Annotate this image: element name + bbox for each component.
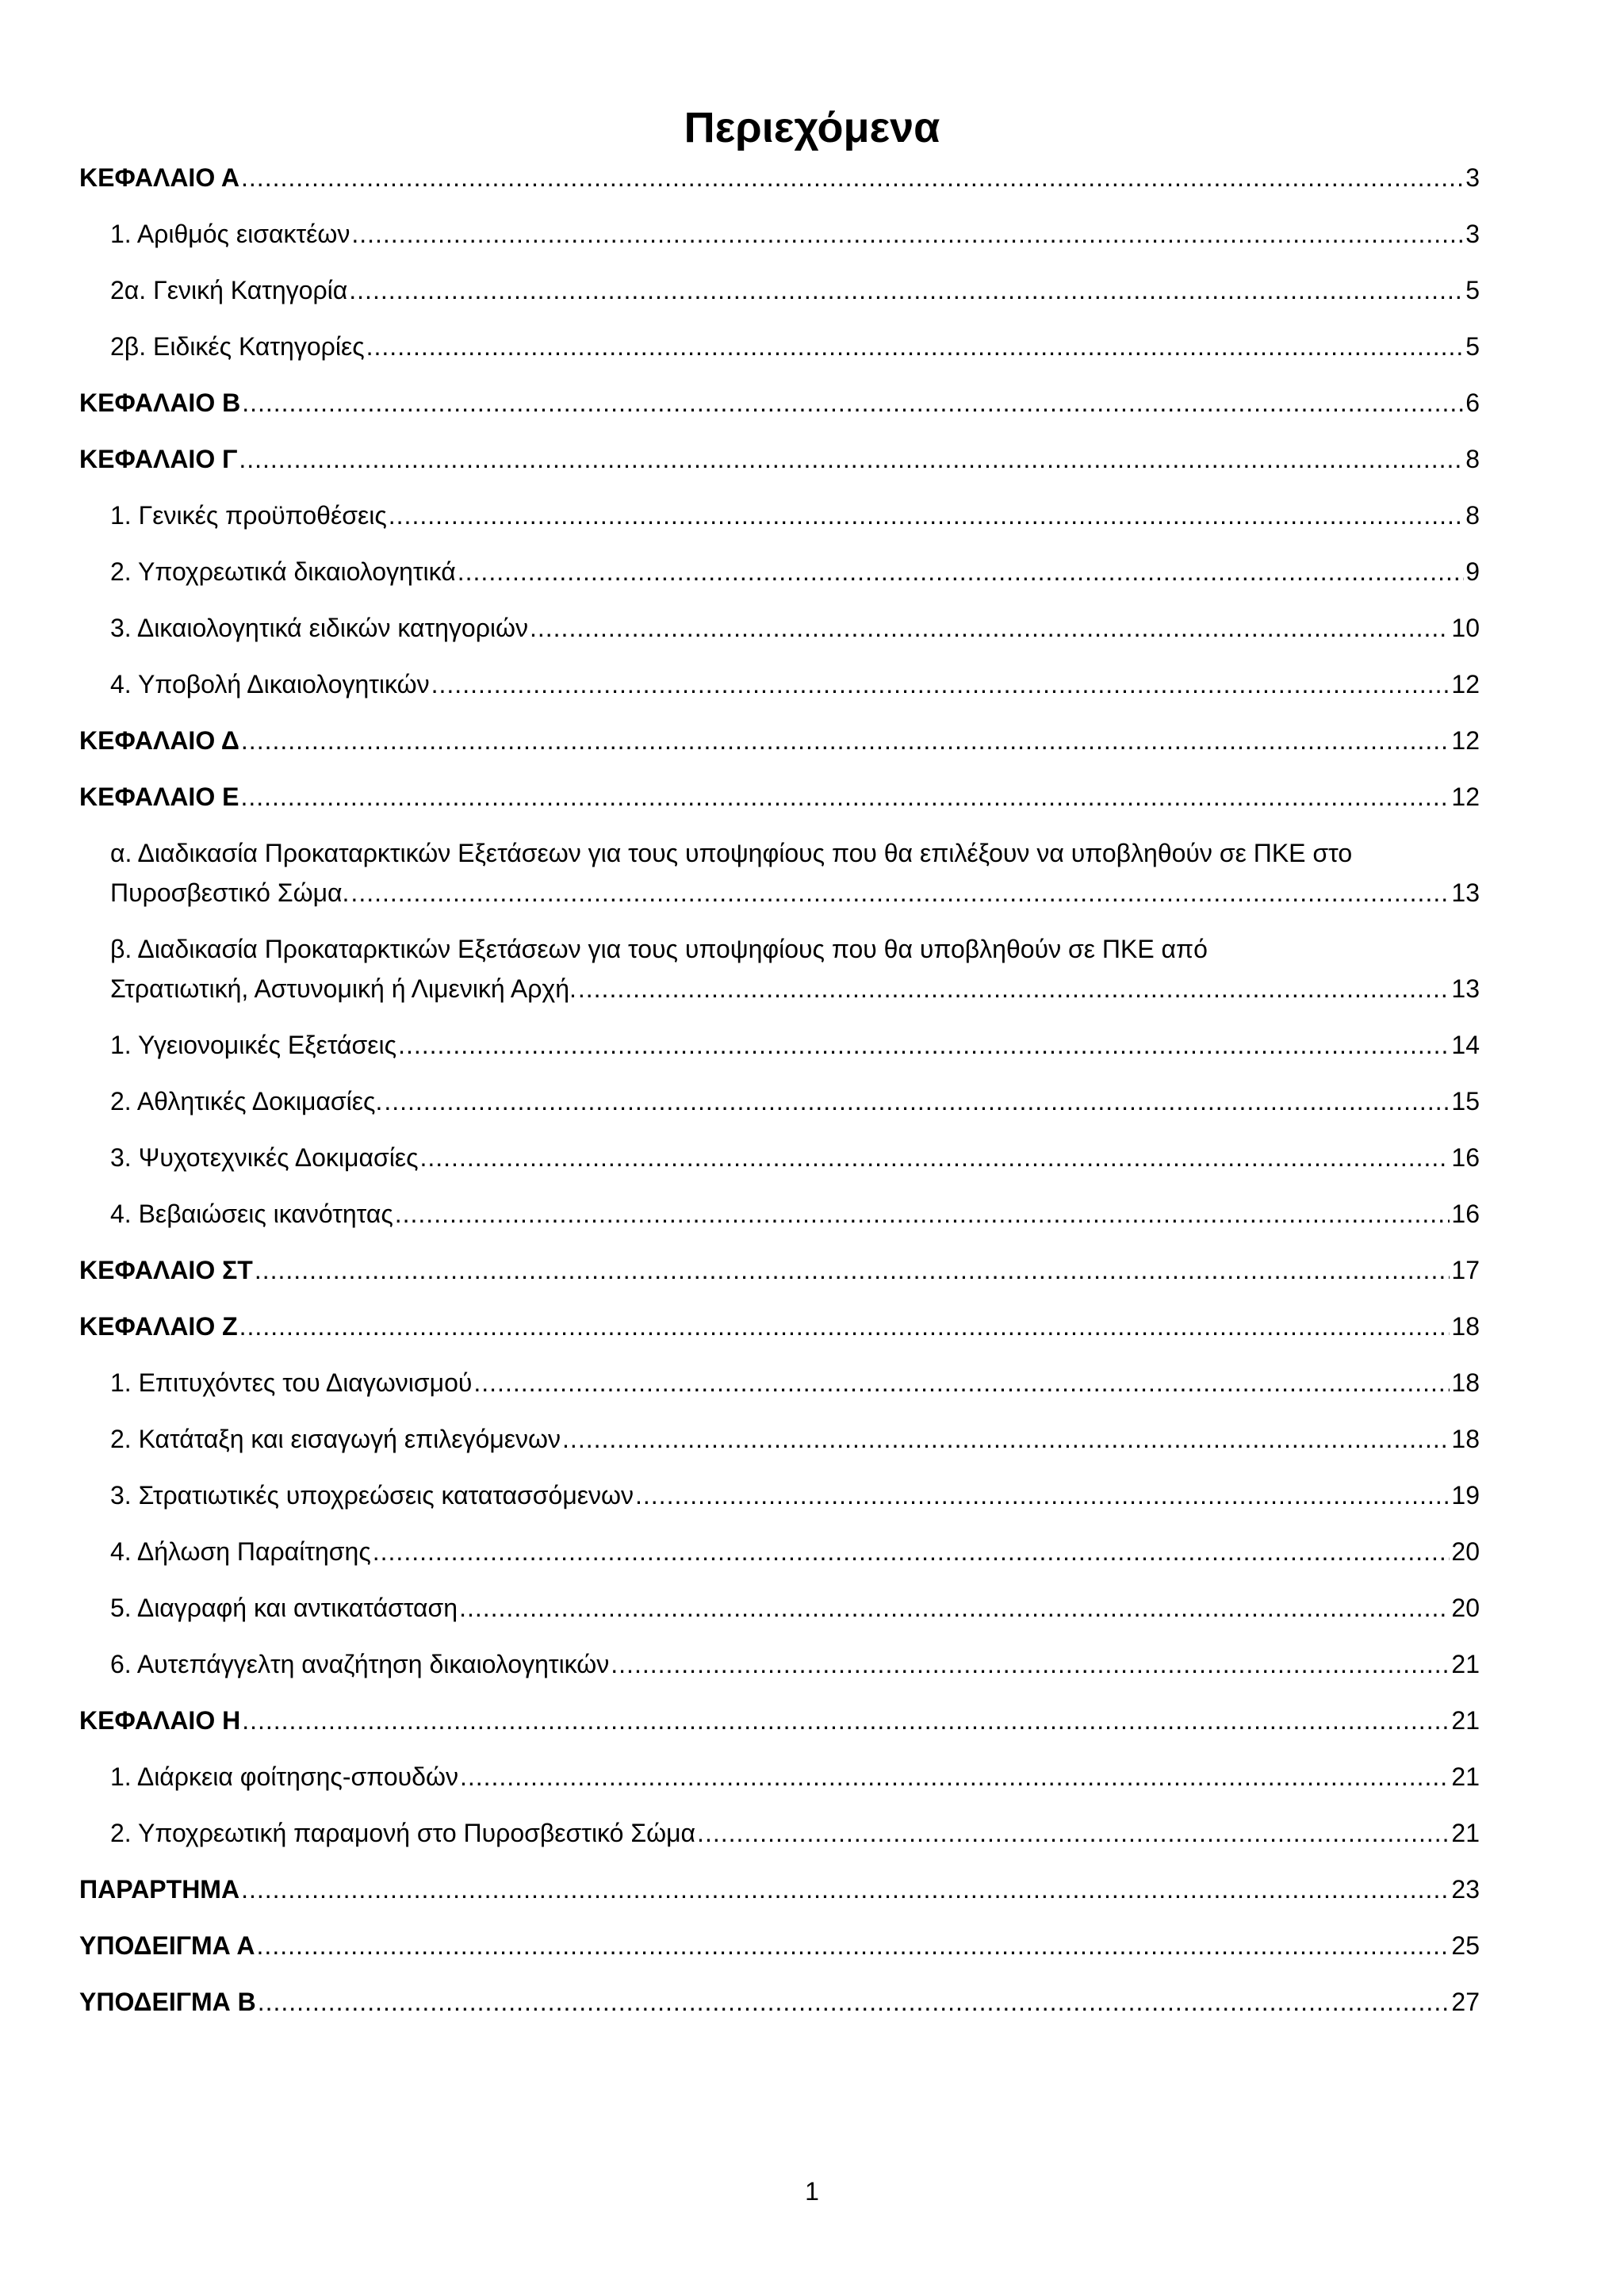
toc-dot-leader bbox=[239, 439, 1464, 479]
toc-chapter-link[interactable] bbox=[79, 1926, 1480, 1965]
toc-page-number: 8 bbox=[1465, 501, 1480, 530]
toc-entry-text: Στρατιωτική, Αστυνομική ή Λιμενική Αρχή. bbox=[110, 974, 576, 1003]
toc-entry-text: ΚΕΦΑΛΑΙΟ Β bbox=[79, 388, 241, 417]
toc-dot-leader bbox=[384, 1081, 1450, 1121]
toc-entry-text: 6. Αυτεπάγγελτη αναζήτηση δικαιολογητικών bbox=[110, 1650, 610, 1678]
toc-section-link[interactable] bbox=[110, 1475, 1480, 1515]
toc-entry-text: ΥΠΟΔΕΙΓΜΑ Β bbox=[79, 1988, 256, 2016]
toc-page-number: 17 bbox=[1451, 1256, 1480, 1284]
toc-dot-leader bbox=[611, 1644, 1450, 1684]
toc-dot-leader bbox=[241, 1869, 1450, 1909]
toc-entry-text: 2. Υποχρεωτικά δικαιολογητικά bbox=[110, 557, 456, 586]
toc-entry-text: 2. Αθλητικές Δοκιμασίες. bbox=[110, 1087, 383, 1115]
toc-entry-text: β. Διαδικασία Προκαταρκτικών Εξετάσεων για τους υποψηφίους που θα υποβληθούν σε ΠΚΕ από bbox=[110, 935, 1208, 963]
toc-chapter-link[interactable] bbox=[79, 1701, 1480, 1740]
toc-dot-leader bbox=[257, 1926, 1450, 1965]
toc-entry-text: 1. Επιτυχόντες του Διαγωνισμού bbox=[110, 1368, 473, 1397]
toc-dot-leader bbox=[697, 1813, 1450, 1853]
toc-section-link[interactable] bbox=[110, 1025, 1480, 1065]
toc-section-link[interactable] bbox=[110, 1138, 1480, 1177]
toc-chapter-link[interactable] bbox=[79, 1982, 1480, 2022]
toc-section-link[interactable] bbox=[110, 608, 1480, 648]
toc-page-number: 23 bbox=[1451, 1875, 1480, 1904]
toc-page-number: 18 bbox=[1451, 1425, 1480, 1453]
toc-page-number: 12 bbox=[1451, 783, 1480, 811]
table-of-contents bbox=[79, 158, 1480, 2038]
toc-page-number: 20 bbox=[1451, 1594, 1480, 1622]
toc-entry-text: α. Διαδικασία Προκαταρκτικών Εξετάσεων για τους υποψηφίους που θα επιλέξουν να υποβληθούν σε ΠΚΕ στο bbox=[110, 839, 1353, 867]
toc-entry-text: 1. Αριθμός εισακτέων bbox=[110, 220, 350, 248]
toc-section-link[interactable] bbox=[110, 1194, 1480, 1234]
toc-page-number: 18 bbox=[1451, 1312, 1480, 1341]
toc-entry-text: 5. Διαγραφή και αντικατάσταση bbox=[110, 1594, 458, 1622]
toc-dot-leader bbox=[241, 158, 1464, 197]
toc-section-link[interactable] bbox=[110, 270, 1480, 310]
toc-page-number: 19 bbox=[1451, 1481, 1480, 1510]
toc-dot-leader bbox=[530, 608, 1450, 648]
toc-entry-text: ΚΕΦΑΛΑΙΟ Ε bbox=[79, 783, 239, 811]
toc-dot-leader bbox=[458, 552, 1464, 591]
toc-dot-leader bbox=[431, 664, 1450, 704]
toc-entry-text: ΠΑΡΑΡΤΗΜΑ bbox=[79, 1875, 240, 1904]
toc-entry-text: 2β. Ειδικές Κατηγορίες bbox=[110, 332, 365, 361]
toc-entry-text: ΚΕΦΑΛΑΙΟ Δ bbox=[79, 726, 239, 755]
toc-dot-leader bbox=[241, 721, 1450, 760]
toc-section-link[interactable] bbox=[110, 1419, 1480, 1459]
toc-entry-text: 3. Δικαιολογητικά ειδικών κατηγοριών bbox=[110, 614, 528, 642]
toc-entry-text: 4. Υποβολή Δικαιολογητικών bbox=[110, 670, 430, 698]
toc-dot-leader bbox=[459, 1588, 1450, 1628]
toc-section-link[interactable] bbox=[110, 833, 1480, 913]
toc-dot-leader bbox=[473, 1363, 1450, 1402]
toc-page-number: 12 bbox=[1451, 670, 1480, 698]
toc-page-number: 21 bbox=[1451, 1650, 1480, 1678]
toc-entry-text: ΚΕΦΑΛΑΙΟ Η bbox=[79, 1706, 241, 1735]
toc-entry-text: 2α. Γενική Κατηγορία bbox=[110, 276, 348, 304]
toc-page-number: 25 bbox=[1451, 1931, 1480, 1960]
toc-chapter-link[interactable] bbox=[79, 158, 1480, 197]
toc-dot-leader bbox=[460, 1757, 1450, 1797]
toc-entry-text: 2. Κατάταξη και εισαγωγή επιλεγόμενων bbox=[110, 1425, 561, 1453]
toc-entry-text: ΚΕΦΑΛΑΙΟ Α bbox=[79, 163, 240, 192]
toc-page-number: 16 bbox=[1451, 1200, 1480, 1228]
toc-entry-text: 1. Υγειονομικές Εξετάσεις bbox=[110, 1031, 397, 1059]
toc-page-number: 21 bbox=[1451, 1762, 1480, 1791]
toc-entry-text: 3. Ψυχοτεχνικές Δοκιμασίες bbox=[110, 1143, 419, 1172]
toc-page-number: 3 bbox=[1465, 220, 1480, 248]
toc-page-number: 27 bbox=[1451, 1988, 1480, 2016]
toc-section-link[interactable] bbox=[110, 929, 1480, 1008]
toc-page-number: 20 bbox=[1451, 1537, 1480, 1566]
toc-page-number: 14 bbox=[1451, 1031, 1480, 1059]
toc-section-link[interactable] bbox=[110, 1644, 1480, 1684]
toc-dot-leader bbox=[419, 1138, 1450, 1177]
toc-page-number: 5 bbox=[1465, 276, 1480, 304]
toc-page-number: 12 bbox=[1451, 726, 1480, 755]
toc-dot-leader bbox=[351, 214, 1464, 254]
page-title: Περιεχόμενα bbox=[684, 104, 940, 151]
toc-section-link[interactable] bbox=[110, 1757, 1480, 1797]
toc-dot-leader bbox=[349, 270, 1464, 310]
toc-section-link[interactable] bbox=[110, 1532, 1480, 1571]
toc-dot-leader bbox=[242, 1701, 1450, 1740]
toc-entry-text: ΥΠΟΔΕΙΓΜΑ Α bbox=[79, 1931, 255, 1960]
toc-entry-text: ΚΕΦΑΛΑΙΟ ΣΤ bbox=[79, 1256, 253, 1284]
toc-dot-leader bbox=[373, 1532, 1450, 1571]
toc-entry-text: 4. Βεβαιώσεις ικανότητας bbox=[110, 1200, 393, 1228]
toc-page-number: 13 bbox=[1451, 974, 1480, 1003]
toc-dot-leader bbox=[389, 496, 1464, 535]
toc-chapter-link[interactable] bbox=[79, 1869, 1480, 1909]
toc-chapter-link[interactable] bbox=[79, 383, 1480, 423]
toc-page-number: 15 bbox=[1451, 1087, 1480, 1115]
toc-section-link[interactable] bbox=[110, 1813, 1480, 1853]
toc-page-number: 6 bbox=[1465, 388, 1480, 417]
toc-dot-leader bbox=[242, 383, 1464, 423]
toc-section-link[interactable] bbox=[110, 496, 1480, 535]
toc-page-number: 21 bbox=[1451, 1706, 1480, 1735]
toc-dot-leader bbox=[578, 969, 1450, 1008]
toc-dot-leader bbox=[395, 1194, 1450, 1234]
toc-dot-leader bbox=[350, 873, 1450, 913]
toc-section-link[interactable] bbox=[110, 1363, 1480, 1402]
toc-section-link[interactable] bbox=[110, 1588, 1480, 1628]
toc-page-number: 10 bbox=[1451, 614, 1480, 642]
toc-dot-leader bbox=[239, 1307, 1450, 1346]
toc-dot-leader bbox=[240, 777, 1450, 817]
toc-chapter-link[interactable] bbox=[79, 1250, 1480, 1290]
page-number: 1 bbox=[805, 2177, 819, 2206]
toc-page-number: 9 bbox=[1465, 557, 1480, 586]
toc-dot-leader bbox=[635, 1475, 1450, 1515]
toc-section-link[interactable] bbox=[110, 214, 1480, 254]
toc-page-number: 3 bbox=[1465, 163, 1480, 192]
toc-dot-leader bbox=[258, 1982, 1450, 2022]
toc-chapter-link[interactable] bbox=[79, 721, 1480, 760]
toc-section-link[interactable] bbox=[110, 552, 1480, 591]
toc-entry-text: 3. Στρατιωτικές υποχρεώσεις κατατασσόμενων bbox=[110, 1481, 634, 1510]
toc-entry-text: Πυροσβεστικό Σώμα. bbox=[110, 878, 350, 907]
toc-dot-leader bbox=[255, 1250, 1450, 1290]
toc-dot-leader bbox=[398, 1025, 1450, 1065]
toc-entry-text: 4. Δήλωση Παραίτησης bbox=[110, 1537, 371, 1566]
toc-chapter-link[interactable] bbox=[79, 439, 1480, 479]
toc-chapter-link[interactable] bbox=[79, 1307, 1480, 1346]
toc-page-number: 21 bbox=[1451, 1819, 1480, 1847]
toc-entry-text: 2. Υποχρεωτική παραμονή στο Πυροσβεστικό Σώμα bbox=[110, 1819, 696, 1847]
toc-page-number: 13 bbox=[1451, 878, 1480, 907]
toc-page-number: 16 bbox=[1451, 1143, 1480, 1172]
toc-dot-leader bbox=[562, 1419, 1450, 1459]
toc-section-link[interactable] bbox=[110, 664, 1480, 704]
toc-entry-text: 1. Διάρκεια φοίτησης-σπουδών bbox=[110, 1762, 458, 1791]
toc-chapter-link[interactable] bbox=[79, 777, 1480, 817]
toc-page-number: 18 bbox=[1451, 1368, 1480, 1397]
toc-dot-leader bbox=[366, 327, 1465, 366]
toc-entry-text: ΚΕΦΑΛΑΙΟ Ζ bbox=[79, 1312, 238, 1341]
toc-page-number: 5 bbox=[1465, 332, 1480, 361]
toc-entry-text: 1. Γενικές προϋποθέσεις bbox=[110, 501, 387, 530]
toc-section-link[interactable] bbox=[110, 1081, 1480, 1121]
toc-entry-text: ΚΕΦΑΛΑΙΟ Γ bbox=[79, 445, 238, 473]
toc-section-link[interactable] bbox=[110, 327, 1480, 366]
toc-page-number: 8 bbox=[1465, 445, 1480, 473]
